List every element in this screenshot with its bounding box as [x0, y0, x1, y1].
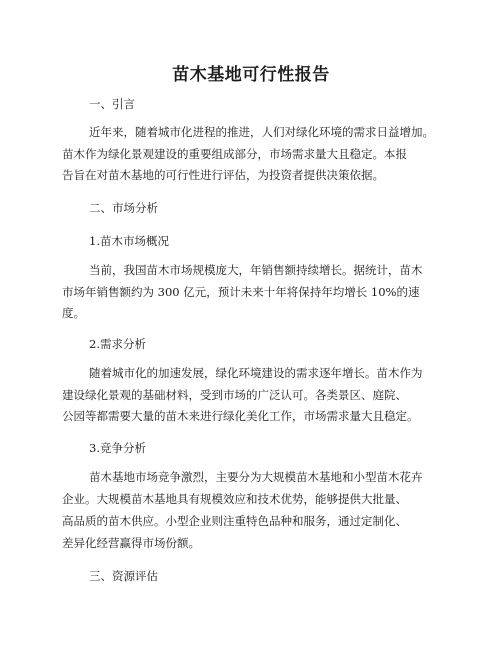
paragraph-line: 近年来，随着城市化进程的推进，人们对绿化环境的需求日益增加。 — [89, 125, 434, 139]
subsection-heading-market-overview: 1.苗木市场概况 — [89, 234, 169, 248]
subsection-heading-competition: 3.竞争分析 — [89, 441, 146, 455]
paragraph-line: 告旨在对苗木基地的可行性进行评估，为投资者提供决策依据。 — [62, 168, 384, 182]
paragraph-line: 度。 — [62, 306, 85, 320]
paragraph-line: 当前，我国苗木市场规模庞大，年销售额持续增长。据统计，苗木 — [89, 263, 423, 277]
paragraph-line: 苗木作为绿化景观建设的重要组成部分，市场需求量大且稳定。本报 — [62, 147, 407, 161]
paragraph-line: 随着城市化的加速发展，绿化环境建设的需求逐年增长。苗木作为 — [89, 366, 423, 380]
paragraph-line: 差异化经营赢得市场份额。 — [62, 536, 200, 550]
paragraph-line: 企业。大规模苗木基地具有规模效应和技术优势，能够提供大批量、 — [62, 492, 407, 506]
paragraph-line: 建设绿化景观的基础材料，受到市场的广泛认可。各类景区、庭院、 — [62, 388, 407, 402]
subsection-heading-demand: 2.需求分析 — [89, 337, 146, 351]
paragraph-line: 高品质的苗木供应。小型企业则注重特色品种和服务，通过定制化、 — [62, 514, 407, 528]
paragraph-line: 苗木基地市场竞争激烈，主要分为大规模苗木基地和小型苗木花卉 — [89, 470, 423, 484]
section-heading-intro: 一、引言 — [89, 97, 135, 111]
paragraph-line: 公园等都需要大量的苗木来进行绿化美化工作，市场需求量大且稳定。 — [62, 409, 419, 423]
paragraph-line: 市场年销售额约为 300 亿元，预计未来十年将保持年均增长 10%的速 — [62, 285, 420, 299]
section-heading-resources: 三、资源评估 — [89, 569, 158, 583]
document-title: 苗木基地可行性报告 — [172, 65, 330, 85]
section-heading-market: 二、市场分析 — [89, 201, 158, 215]
